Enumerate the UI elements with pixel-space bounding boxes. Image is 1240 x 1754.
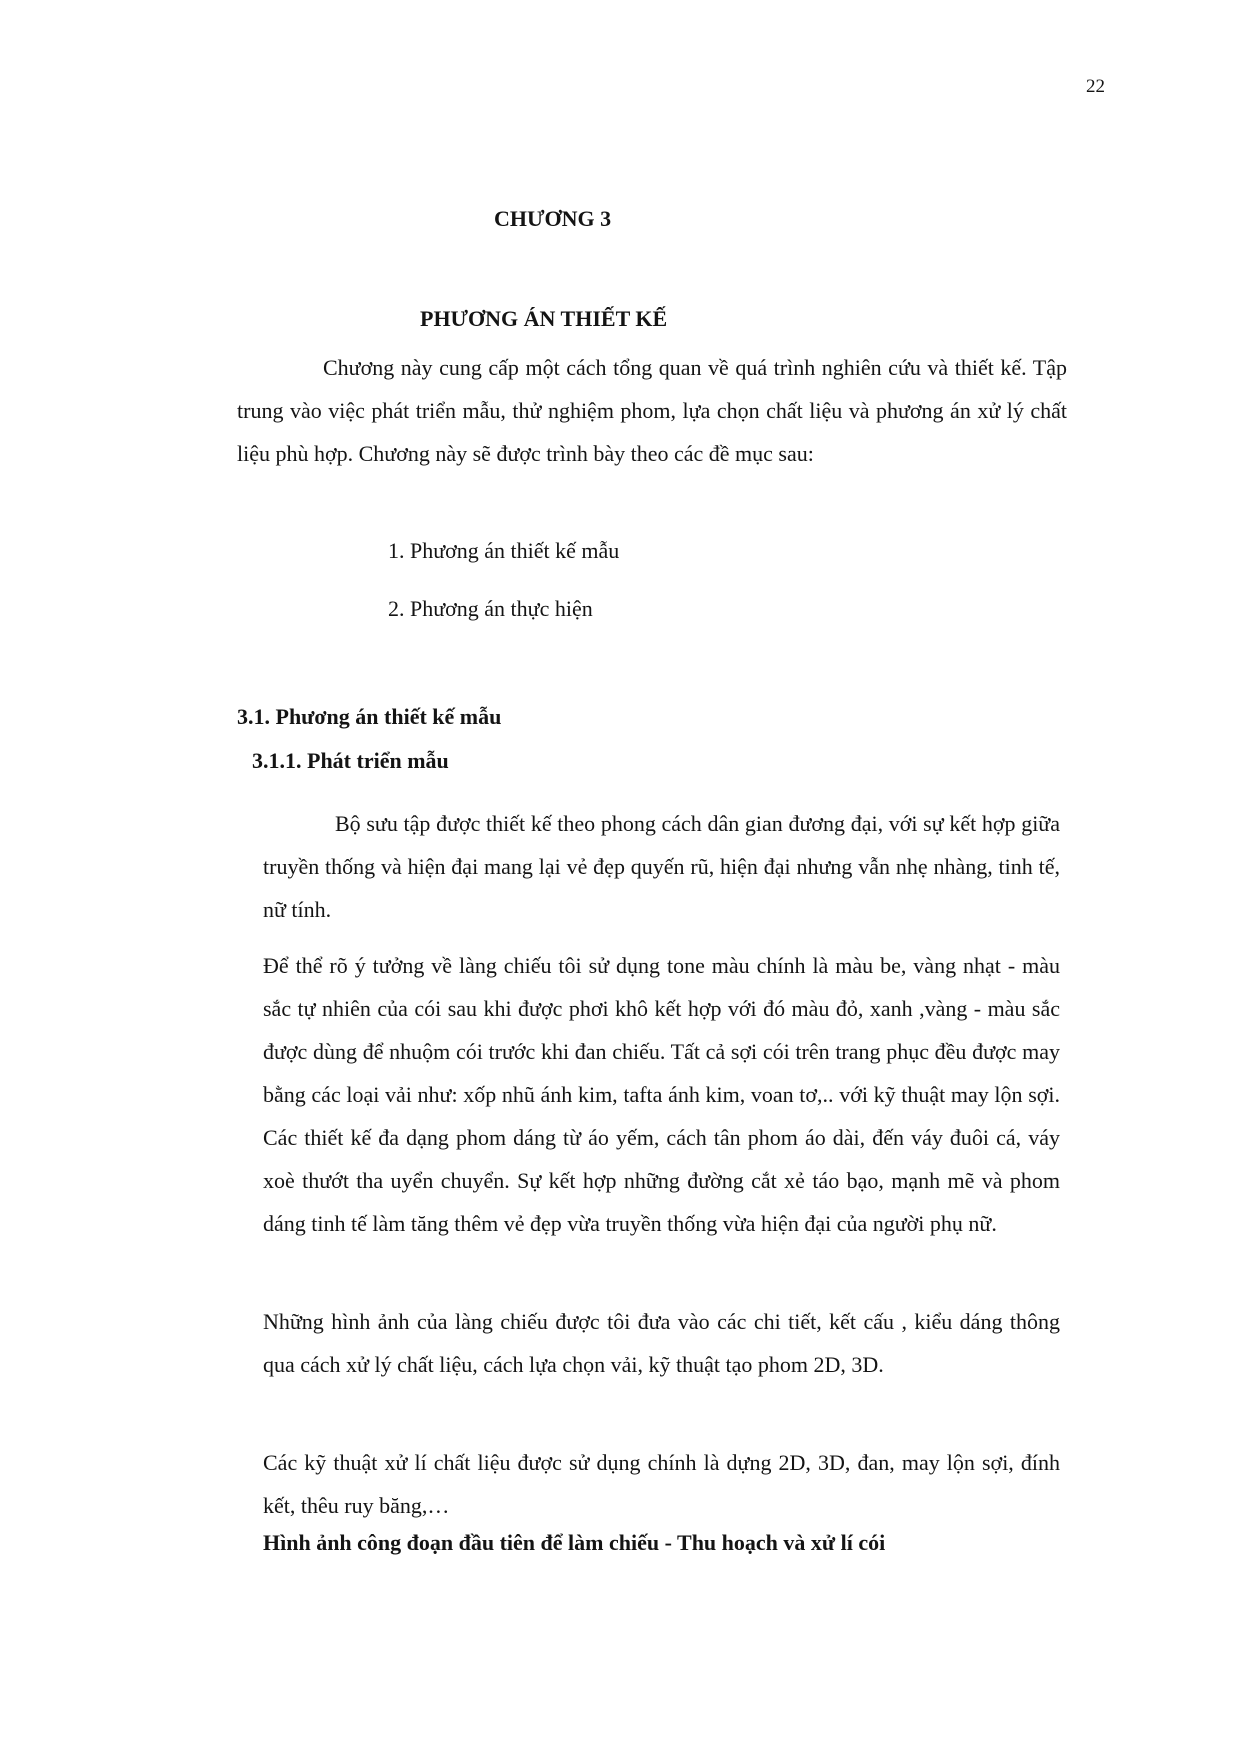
subsection-heading: 3.1.1. Phát triển mẫu [252,748,449,773]
body-paragraph: Những hình ảnh của làng chiếu được tôi đưa vào các chi tiết, kết cấu , kiểu dáng thông qua cách xử lý chất liệu, cách lựa chọn vải, kỹ thuật tạo phom 2D, 3D. [263,1309,1060,1377]
chapter-label: CHƯƠNG 3 [494,206,612,231]
figure-heading: Hình ảnh công đoạn đầu tiên để làm chiếu - Thu hoạch và xử lí cói [263,1530,886,1555]
body-paragraph: Bộ sưu tập được thiết kế theo phong cách dân gian đương đại, với sự kết hợp giữa truyền thống và hiện đại mang lại vẻ đẹp quyến rũ, hiện đại nhưng vẫn nhẹ nhàng, tinh tế, nữ tính. [263,811,1060,922]
outline-item: 2. Phương án thực hiện [388,596,593,621]
outline-item: 1. Phương án thiết kế mẫu [388,538,620,563]
chapter-title: PHƯƠNG ÁN THIẾT KẾ [420,306,668,331]
body-paragraph: Để thể rõ ý tưởng về làng chiếu tôi sử dụng tone màu chính là màu be, vàng nhạt - màu sắc tự nhiên của cói sau khi được phơi khô kết hợp với đó màu đỏ, xanh ,vàng - màu sắc được dùng để nhuộm cói trước khi đan chiếu. Tất cả sợi cói trên trang phục đều được may bằng các loại vải như: xốp nhũ ánh kim, tafta ánh kim, voan tơ,.. với kỹ thuật may lộn sợi. Các thiết kế đa dạng phom dáng từ áo yếm, cách tân phom áo dài, đến váy đuôi cá, váy xoè thướt tha uyển chuyển. Sự kết hợp những đường cắt xẻ táo bạo, mạnh mẽ và phom dáng tinh tế làm tăng thêm vẻ đẹp vừa truyền thống vừa hiện đại của người phụ nữ. [263,953,1060,1236]
section-heading: 3.1. Phương án thiết kế mẫu [237,704,502,729]
intro-paragraph: Chương này cung cấp một cách tổng quan về quá trình nghiên cứu và thiết kế. Tập trung vào việc phát triển mẫu, thử nghiệm phom, lựa chọn chất liệu và phương án xử lý chất liệu phù hợp. Chương này sẽ được trình bày theo các đề mục sau: [237,355,1067,466]
body-paragraph: Các kỹ thuật xử lí chất liệu được sử dụng chính là dựng 2D, 3D, đan, may lộn sợi, đính kết, thêu ruy băng,… [263,1450,1060,1518]
chapter-outline [388,536,619,652]
page-number: 22 [1086,76,1105,97]
